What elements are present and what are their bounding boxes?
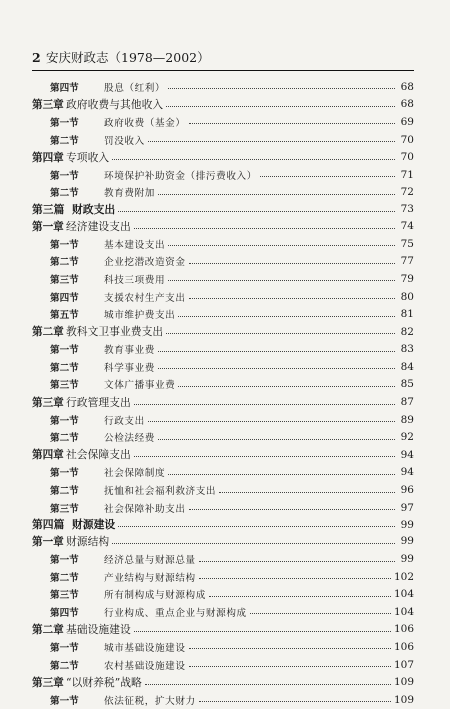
toc-entry-title: 抚恤和社会福利救济支出	[104, 486, 217, 498]
dot-leader	[158, 194, 395, 195]
toc-entry-label: 第三章	[32, 676, 64, 689]
toc-entry-title: 经济建设支出	[66, 219, 131, 233]
toc-entry-label: 第二章	[32, 623, 64, 636]
toc-entry-title: 城市基础设施建设	[104, 642, 186, 654]
toc-section-entry	[32, 253, 414, 271]
toc-entry-label: 第一节	[50, 345, 79, 357]
toc-section-entry	[32, 305, 414, 323]
toc-entry-page: 75	[400, 237, 414, 250]
toc-chapter-entry	[32, 533, 414, 551]
toc-entry-page: 96	[400, 484, 414, 497]
toc-entry-title: 社会保障补助支出	[104, 503, 186, 515]
dot-leader	[189, 263, 395, 264]
toc-entry-page: 84	[400, 360, 414, 373]
toc-entry-title: 科学事业费	[104, 362, 155, 374]
toc-section-entry	[32, 638, 414, 656]
dot-leader	[148, 141, 395, 142]
toc-entry-page: 94	[400, 466, 414, 479]
toc-entry-title: 基本建设支出	[104, 239, 166, 251]
toc-entry-page: 73	[400, 203, 414, 216]
toc-entry-page: 68	[400, 80, 414, 93]
dot-leader	[134, 404, 395, 405]
toc-section-entry	[32, 656, 414, 674]
dot-leader	[199, 561, 395, 562]
toc-entry-page: 81	[400, 308, 414, 321]
toc-entry-page: 97	[400, 501, 414, 514]
dot-leader	[199, 578, 391, 579]
dot-leader	[145, 684, 391, 685]
toc-section-entry	[32, 585, 414, 603]
toc-section-entry	[32, 113, 414, 131]
dot-leader	[118, 211, 395, 212]
toc-entry-page: 102	[393, 570, 414, 583]
toc-entry-title: 产业结构与财源结构	[104, 572, 196, 584]
toc-entry-label: 第二节	[50, 486, 79, 498]
dot-leader	[189, 123, 395, 124]
dot-leader	[250, 613, 391, 614]
toc-entry-label: 第四节	[50, 292, 79, 304]
dot-leader	[178, 386, 395, 387]
toc-entry-label: 第二节	[50, 433, 79, 445]
running-header	[32, 50, 414, 71]
toc-entry-label: 第二节	[50, 257, 79, 269]
toc-entry-page: 109	[393, 693, 414, 706]
toc-entry-page: 104	[393, 605, 414, 618]
dot-leader	[134, 456, 395, 457]
toc-entry-page: 106	[393, 623, 414, 636]
dot-leader	[178, 316, 395, 317]
toc-entry-title: 环境保护补助资金（排污费收入）	[104, 170, 257, 182]
toc-section-entry	[32, 428, 414, 446]
toc-entry-title: 专项收入	[66, 150, 110, 164]
toc-section-entry	[32, 288, 414, 306]
toc-entry-title: 股息（红利）	[104, 82, 166, 94]
toc-entry-page: 85	[400, 378, 414, 391]
toc-chapter-entry	[32, 323, 414, 341]
toc-entry-title: 支援农村生产支出	[104, 292, 186, 304]
toc-entry-title: 农村基础设施建设	[104, 660, 186, 672]
toc-entry-title: 教科文卫事业费支出	[66, 325, 164, 339]
toc-section-entry	[32, 131, 414, 149]
toc-entry-page: 99	[400, 518, 414, 531]
toc-entry-label: 第二节	[50, 135, 79, 147]
toc-entry-title: 财政支出	[72, 202, 116, 216]
toc-entry-title: 所有制构成与财源构成	[104, 590, 206, 602]
toc-entry-page: 70	[400, 151, 414, 164]
toc-entry-title: 教育费附加	[104, 188, 155, 200]
toc-entry-label: 第四章	[32, 449, 64, 462]
toc-entry-label: 第一节	[50, 117, 79, 129]
toc-entry-label: 第一节	[50, 239, 79, 251]
toc-section-entry	[32, 166, 414, 184]
toc-entry-page: 99	[400, 553, 414, 566]
toc-entry-title: 教育事业费	[104, 345, 155, 357]
table-of-contents	[32, 78, 414, 709]
dot-leader	[219, 492, 395, 493]
toc-entry-title: 财源建设	[72, 518, 116, 532]
toc-entry-page: 70	[400, 133, 414, 146]
toc-section-entry	[32, 235, 414, 253]
toc-entry-label: 第四节	[50, 607, 79, 619]
dot-leader	[158, 351, 395, 352]
toc-section-entry	[32, 550, 414, 568]
toc-entry-page: 89	[400, 413, 414, 426]
dot-leader	[166, 333, 395, 334]
dot-leader	[112, 159, 395, 160]
toc-section-entry	[32, 691, 414, 709]
toc-chapter-entry	[32, 217, 414, 235]
toc-entry-title: 经济总量与财源总量	[104, 555, 196, 567]
dot-leader	[158, 439, 395, 440]
toc-entry-page: 107	[393, 658, 414, 671]
toc-entry-label: 第三节	[50, 274, 79, 286]
toc-entry-label: 第三篇	[32, 202, 65, 216]
toc-entry-page: 68	[400, 98, 414, 111]
dot-leader	[168, 474, 395, 475]
toc-section-entry	[32, 78, 414, 96]
toc-entry-page: 99	[400, 535, 414, 548]
toc-chapter-entry	[32, 673, 414, 691]
toc-chapter-entry	[32, 393, 414, 411]
toc-entry-page: 94	[400, 448, 414, 461]
toc-section-entry	[32, 411, 414, 429]
toc-entry-label: 第二节	[50, 572, 79, 584]
toc-entry-page: 72	[400, 186, 414, 199]
dot-leader	[189, 648, 391, 649]
toc-entry-page: 83	[400, 343, 414, 356]
toc-entry-page: 74	[400, 220, 414, 233]
toc-entry-page: 104	[393, 588, 414, 601]
toc-entry-title: 行业构成、重点企业与财源构成	[104, 607, 247, 619]
toc-section-entry	[32, 481, 414, 499]
toc-entry-label: 第四篇	[32, 518, 65, 532]
dot-leader	[118, 526, 395, 527]
toc-entry-label: 第四章	[32, 151, 64, 164]
toc-section-entry	[32, 184, 414, 202]
toc-entry-label: 第二节	[50, 660, 79, 672]
toc-entry-title: 罚没收入	[104, 135, 145, 147]
book-title: 安庆财政志（1978—2002）	[46, 50, 210, 65]
dot-leader	[260, 176, 395, 177]
toc-chapter-entry	[32, 96, 414, 114]
toc-entry-label: 第二章	[32, 326, 64, 339]
toc-entry-page: 109	[393, 676, 414, 689]
dot-leader	[168, 245, 395, 246]
toc-part-entry	[32, 201, 414, 217]
toc-entry-page: 106	[393, 640, 414, 653]
toc-entry-label: 第三章	[32, 98, 64, 111]
dot-leader	[168, 280, 395, 281]
toc-entry-page: 69	[400, 115, 414, 128]
toc-entry-label: 第四节	[50, 82, 79, 94]
toc-entry-label: 第一节	[50, 695, 79, 707]
toc-entry-label: 第三节	[50, 503, 79, 515]
page-number: 2	[32, 50, 41, 65]
toc-section-entry	[32, 568, 414, 586]
toc-entry-label: 第一节	[50, 415, 79, 427]
toc-entry-label: 第三节	[50, 590, 79, 602]
toc-section-entry	[32, 376, 414, 394]
toc-entry-title: 文体广播事业费	[104, 380, 176, 392]
toc-entry-title: 社会保障制度	[104, 468, 166, 480]
toc-section-entry	[32, 270, 414, 288]
toc-chapter-entry	[32, 446, 414, 464]
toc-entry-label: 第一章	[32, 220, 64, 233]
toc-entry-label: 第五节	[50, 310, 79, 322]
toc-entry-title: 财源结构	[66, 534, 110, 548]
dot-leader	[168, 88, 395, 89]
toc-entry-label: 第三节	[50, 380, 79, 392]
toc-entry-title: 社会保障支出	[66, 448, 131, 462]
toc-entry-title: 行政管理支出	[66, 395, 131, 409]
toc-entry-title: 企业挖潜改造资金	[104, 257, 186, 269]
toc-chapter-entry	[32, 148, 414, 166]
toc-entry-label: 第二节	[50, 362, 79, 374]
toc-chapter-entry	[32, 621, 414, 639]
toc-entry-page: 79	[400, 272, 414, 285]
toc-entry-page: 80	[400, 290, 414, 303]
toc-entry-title: “以财养税”战略	[66, 675, 142, 689]
dot-leader	[112, 543, 395, 544]
toc-entry-label: 第一节	[50, 170, 79, 182]
dot-leader	[189, 666, 391, 667]
dot-leader	[148, 421, 395, 422]
dot-leader	[166, 106, 395, 107]
toc-part-entry	[32, 516, 414, 532]
toc-entry-title: 公检法经费	[104, 433, 155, 445]
toc-entry-title: 政府收费（基金）	[104, 117, 186, 129]
toc-section-entry	[32, 499, 414, 517]
toc-entry-page: 77	[400, 255, 414, 268]
toc-entry-page: 82	[400, 325, 414, 338]
toc-section-entry	[32, 358, 414, 376]
toc-entry-label: 第一章	[32, 535, 64, 548]
toc-entry-label: 第一节	[50, 555, 79, 567]
dot-leader	[189, 298, 395, 299]
dot-leader	[134, 631, 391, 632]
toc-entry-title: 政府收费与其他收入	[66, 97, 164, 111]
toc-entry-label: 第二节	[50, 188, 79, 200]
toc-entry-page: 92	[400, 431, 414, 444]
toc-entry-label: 第三章	[32, 396, 64, 409]
toc-section-entry	[32, 464, 414, 482]
dot-leader	[158, 368, 395, 369]
dot-leader	[134, 228, 395, 229]
toc-entry-page: 71	[400, 168, 414, 181]
toc-entry-title: 依法征税，扩大财力	[104, 695, 196, 707]
toc-entry-title: 城市维护费支出	[104, 310, 176, 322]
dot-leader	[199, 701, 391, 702]
toc-entry-title: 行政支出	[104, 415, 145, 427]
dot-leader	[189, 509, 395, 510]
toc-entry-label: 第一节	[50, 468, 79, 480]
toc-entry-page: 87	[400, 396, 414, 409]
toc-entry-title: 基础设施建设	[66, 622, 131, 636]
toc-entry-label: 第一节	[50, 642, 79, 654]
toc-entry-title: 科技三项费用	[104, 274, 166, 286]
dot-leader	[209, 596, 391, 597]
toc-section-entry	[32, 603, 414, 621]
toc-section-entry	[32, 341, 414, 359]
